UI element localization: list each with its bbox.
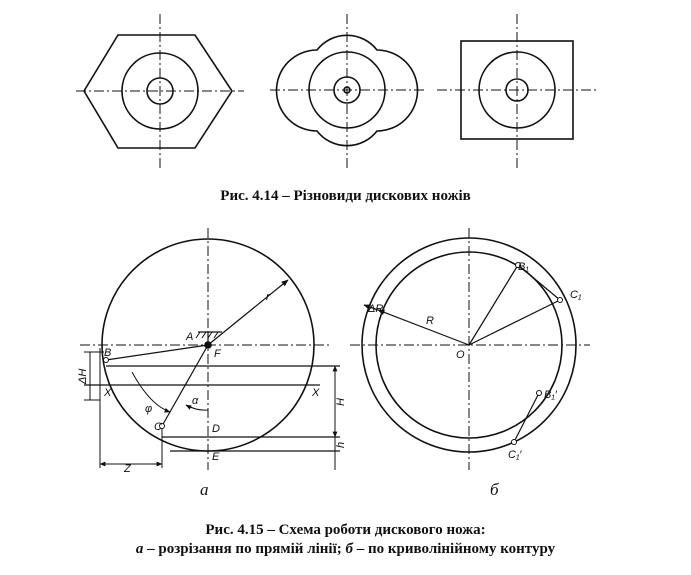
caption-letter-b: б xyxy=(345,541,354,557)
figure-4-15-caption xyxy=(0,521,691,559)
label-A: A xyxy=(186,331,194,343)
label-B: B xyxy=(104,347,112,359)
label-r: r xyxy=(266,291,270,303)
label-alpha: α xyxy=(192,395,199,407)
label-delta-H: ΔH xyxy=(77,368,89,384)
label-Z: Z xyxy=(124,463,131,475)
label-B1: B₁ xyxy=(518,261,529,273)
panel-b-drawing xyxy=(350,228,590,470)
label-C1-prime: C₁′ xyxy=(508,449,522,461)
panel-a-sublabel: а xyxy=(200,480,209,499)
label-delta-R: ΔR xyxy=(368,303,384,315)
label-R: R xyxy=(426,315,434,327)
label-H: H xyxy=(335,398,347,406)
figure-4-14-caption: Рис. 4.14 – Різновиди дискових ножів xyxy=(220,188,471,204)
label-X-left: X xyxy=(104,387,112,399)
figure-4-15-title: Рис. 4.15 – Схема роботи дискового ножа: xyxy=(205,522,486,538)
label-C1: C₁ xyxy=(570,289,582,301)
label-C: C xyxy=(154,421,162,433)
hexagon-knife-drawing xyxy=(76,14,244,168)
figure-4-15-subcaption xyxy=(0,540,691,559)
quatrefoil-knife-drawing xyxy=(270,14,424,168)
caption-letter-a: а xyxy=(135,541,144,557)
label-B1-prime: B₁′ xyxy=(544,389,557,401)
panel-b-sublabel: б xyxy=(490,480,499,499)
label-D: D xyxy=(212,423,220,435)
label-O: O xyxy=(456,349,465,361)
caption-text-b: – по криволінійному контуру xyxy=(353,541,556,557)
label-phi: φ xyxy=(145,403,153,415)
panel-a-drawing xyxy=(80,228,340,470)
label-F: F xyxy=(214,348,221,360)
square-knife-drawing xyxy=(437,14,598,168)
caption-text-a: – розрізання по прямій лінії; xyxy=(143,541,346,557)
label-h: h xyxy=(335,441,347,448)
label-E: E xyxy=(212,451,220,463)
label-X-right: X xyxy=(312,387,320,399)
